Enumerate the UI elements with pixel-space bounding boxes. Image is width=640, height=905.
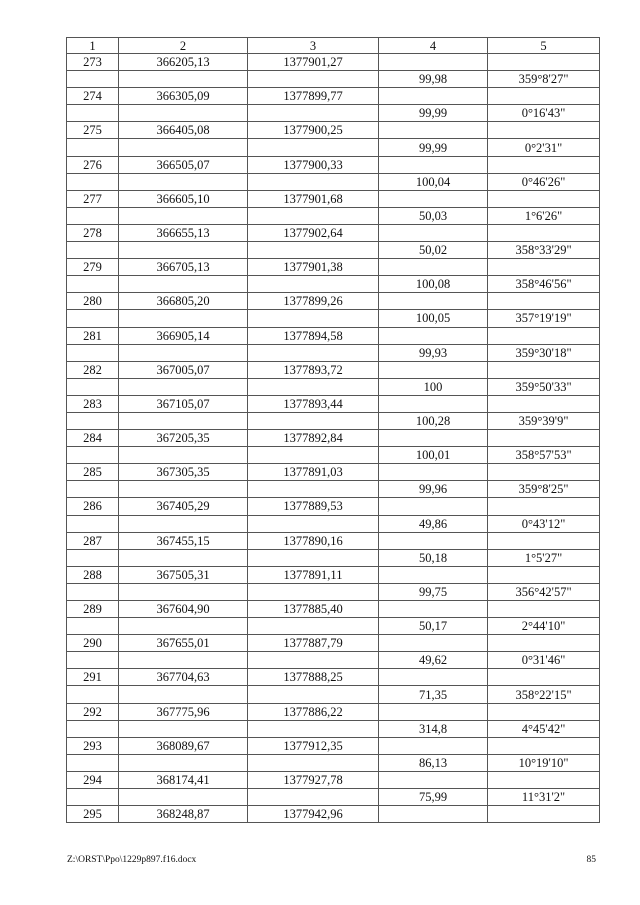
- segment-length: 100,01: [379, 447, 488, 464]
- segment-length: 99,99: [379, 105, 488, 122]
- empty-cell: [488, 327, 600, 344]
- empty-cell: [248, 207, 379, 224]
- segment-length: 314,8: [379, 720, 488, 737]
- point-number: 287: [67, 532, 119, 549]
- point-number: 286: [67, 498, 119, 515]
- point-x: 367005,07: [119, 361, 248, 378]
- point-row: [67, 669, 600, 686]
- point-x: 366655,13: [119, 224, 248, 241]
- point-y: 1377885,40: [248, 601, 379, 618]
- point-number: 277: [67, 190, 119, 207]
- segment-angle: 2°44'10": [488, 618, 600, 635]
- empty-cell: [67, 652, 119, 669]
- point-x: 366805,20: [119, 293, 248, 310]
- segment-row: [67, 549, 600, 566]
- point-x: 367604,90: [119, 601, 248, 618]
- empty-cell: [488, 122, 600, 139]
- empty-cell: [488, 54, 600, 71]
- empty-cell: [248, 652, 379, 669]
- segment-row: [67, 71, 600, 88]
- point-number: 274: [67, 88, 119, 105]
- segment-angle: 358°22'15": [488, 686, 600, 703]
- empty-cell: [248, 412, 379, 429]
- empty-cell: [379, 737, 488, 754]
- point-row: [67, 703, 600, 720]
- segment-length: 50,02: [379, 242, 488, 259]
- point-x: 366505,07: [119, 156, 248, 173]
- empty-cell: [119, 139, 248, 156]
- point-x: 367505,31: [119, 566, 248, 583]
- empty-cell: [119, 618, 248, 635]
- empty-cell: [379, 566, 488, 583]
- empty-cell: [379, 293, 488, 310]
- segment-row: [67, 242, 600, 259]
- empty-cell: [248, 720, 379, 737]
- empty-cell: [67, 515, 119, 532]
- empty-cell: [248, 549, 379, 566]
- point-y: 1377899,77: [248, 88, 379, 105]
- point-y: 1377886,22: [248, 703, 379, 720]
- empty-cell: [248, 105, 379, 122]
- point-x: 367704,63: [119, 669, 248, 686]
- point-number: 284: [67, 430, 119, 447]
- point-x: 367655,01: [119, 635, 248, 652]
- point-y: 1377927,78: [248, 771, 379, 788]
- point-row: [67, 327, 600, 344]
- point-y: 1377890,16: [248, 532, 379, 549]
- point-y: 1377893,72: [248, 361, 379, 378]
- empty-cell: [119, 71, 248, 88]
- empty-cell: [488, 635, 600, 652]
- point-y: 1377901,38: [248, 259, 379, 276]
- segment-length: 50,18: [379, 549, 488, 566]
- point-x: 367305,35: [119, 464, 248, 481]
- empty-cell: [67, 344, 119, 361]
- empty-cell: [488, 566, 600, 583]
- empty-cell: [488, 806, 600, 823]
- empty-cell: [119, 378, 248, 395]
- empty-cell: [488, 737, 600, 754]
- segment-row: [67, 481, 600, 498]
- point-row: [67, 259, 600, 276]
- empty-cell: [379, 464, 488, 481]
- header-cell: 5: [488, 38, 600, 54]
- point-number: 285: [67, 464, 119, 481]
- empty-cell: [488, 532, 600, 549]
- footer-file-path: Z:\ORST\Ppo\1229p897.f16.docx: [67, 855, 197, 865]
- empty-cell: [119, 720, 248, 737]
- empty-cell: [379, 601, 488, 618]
- header-cell: 4: [379, 38, 488, 54]
- point-row: [67, 224, 600, 241]
- point-x: 366405,08: [119, 122, 248, 139]
- empty-cell: [248, 242, 379, 259]
- point-x: 367775,96: [119, 703, 248, 720]
- segment-angle: 358°46'56": [488, 276, 600, 293]
- empty-cell: [488, 464, 600, 481]
- empty-cell: [379, 395, 488, 412]
- point-y: 1377900,25: [248, 122, 379, 139]
- empty-cell: [67, 310, 119, 327]
- point-x: 366905,14: [119, 327, 248, 344]
- segment-angle: 0°2'31": [488, 139, 600, 156]
- point-number: 279: [67, 259, 119, 276]
- segment-length: 99,96: [379, 481, 488, 498]
- segment-row: [67, 652, 600, 669]
- segment-angle: 1°6'26": [488, 207, 600, 224]
- segment-row: [67, 344, 600, 361]
- empty-cell: [67, 549, 119, 566]
- segment-row: [67, 754, 600, 771]
- segment-length: 49,86: [379, 515, 488, 532]
- empty-cell: [119, 105, 248, 122]
- empty-cell: [119, 242, 248, 259]
- point-row: [67, 395, 600, 412]
- empty-cell: [488, 395, 600, 412]
- empty-cell: [488, 156, 600, 173]
- point-y: 1377887,79: [248, 635, 379, 652]
- point-x: 366705,13: [119, 259, 248, 276]
- segment-row: [67, 720, 600, 737]
- segment-angle: 0°43'12": [488, 515, 600, 532]
- point-row: [67, 498, 600, 515]
- segment-length: 99,98: [379, 71, 488, 88]
- segment-length: 50,17: [379, 618, 488, 635]
- header-cell: 2: [119, 38, 248, 54]
- empty-cell: [488, 703, 600, 720]
- point-row: [67, 156, 600, 173]
- empty-cell: [488, 224, 600, 241]
- segment-angle: 0°46'26": [488, 173, 600, 190]
- point-row: [67, 430, 600, 447]
- empty-cell: [67, 447, 119, 464]
- empty-cell: [248, 310, 379, 327]
- point-y: 1377893,44: [248, 395, 379, 412]
- empty-cell: [119, 754, 248, 771]
- point-number: 293: [67, 737, 119, 754]
- empty-cell: [379, 669, 488, 686]
- point-x: 367105,07: [119, 395, 248, 412]
- point-row: [67, 737, 600, 754]
- point-number: 275: [67, 122, 119, 139]
- empty-cell: [67, 173, 119, 190]
- segment-angle: 359°8'25": [488, 481, 600, 498]
- empty-cell: [248, 173, 379, 190]
- empty-cell: [248, 754, 379, 771]
- point-number: 295: [67, 806, 119, 823]
- point-x: 368089,67: [119, 737, 248, 754]
- point-number: 281: [67, 327, 119, 344]
- point-row: [67, 532, 600, 549]
- empty-cell: [488, 361, 600, 378]
- empty-cell: [119, 344, 248, 361]
- empty-cell: [67, 242, 119, 259]
- segment-length: 49,62: [379, 652, 488, 669]
- empty-cell: [67, 276, 119, 293]
- segment-row: [67, 618, 600, 635]
- point-y: 1377901,68: [248, 190, 379, 207]
- empty-cell: [248, 789, 379, 806]
- point-row: [67, 54, 600, 71]
- point-number: 278: [67, 224, 119, 241]
- empty-cell: [488, 430, 600, 447]
- empty-cell: [119, 412, 248, 429]
- segment-angle: 359°30'18": [488, 344, 600, 361]
- empty-cell: [119, 207, 248, 224]
- empty-cell: [119, 789, 248, 806]
- header-cell: 1: [67, 38, 119, 54]
- segment-angle: 0°31'46": [488, 652, 600, 669]
- point-y: 1377901,27: [248, 54, 379, 71]
- segment-length: 100,28: [379, 412, 488, 429]
- empty-cell: [67, 105, 119, 122]
- point-y: 1377899,26: [248, 293, 379, 310]
- segment-angle: 359°50'33": [488, 378, 600, 395]
- point-row: [67, 566, 600, 583]
- empty-cell: [379, 635, 488, 652]
- empty-cell: [119, 652, 248, 669]
- segment-angle: 1°5'27": [488, 549, 600, 566]
- point-row: [67, 635, 600, 652]
- segment-length: 100: [379, 378, 488, 395]
- empty-cell: [379, 498, 488, 515]
- segment-row: [67, 105, 600, 122]
- empty-cell: [379, 122, 488, 139]
- segment-row: [67, 515, 600, 532]
- empty-cell: [248, 447, 379, 464]
- empty-cell: [67, 686, 119, 703]
- point-number: 280: [67, 293, 119, 310]
- segment-row: [67, 173, 600, 190]
- point-y: 1377891,11: [248, 566, 379, 583]
- segment-length: 71,35: [379, 686, 488, 703]
- empty-cell: [67, 207, 119, 224]
- empty-cell: [379, 259, 488, 276]
- point-y: 1377892,84: [248, 430, 379, 447]
- empty-cell: [488, 190, 600, 207]
- segment-length: 100,04: [379, 173, 488, 190]
- empty-cell: [379, 88, 488, 105]
- segment-row: [67, 789, 600, 806]
- point-number: 276: [67, 156, 119, 173]
- empty-cell: [119, 276, 248, 293]
- segment-angle: 358°57'53": [488, 447, 600, 464]
- point-x: 367405,29: [119, 498, 248, 515]
- empty-cell: [488, 771, 600, 788]
- segment-length: 100,08: [379, 276, 488, 293]
- empty-cell: [67, 378, 119, 395]
- point-x: 368174,41: [119, 771, 248, 788]
- point-x: 366205,13: [119, 54, 248, 71]
- empty-cell: [488, 259, 600, 276]
- empty-cell: [67, 754, 119, 771]
- empty-cell: [119, 515, 248, 532]
- empty-cell: [379, 806, 488, 823]
- empty-cell: [67, 139, 119, 156]
- empty-cell: [67, 412, 119, 429]
- point-y: 1377891,03: [248, 464, 379, 481]
- empty-cell: [119, 447, 248, 464]
- empty-cell: [379, 771, 488, 788]
- point-row: [67, 601, 600, 618]
- empty-cell: [379, 532, 488, 549]
- empty-cell: [248, 139, 379, 156]
- point-row: [67, 771, 600, 788]
- empty-cell: [248, 344, 379, 361]
- point-x: 366605,10: [119, 190, 248, 207]
- segment-angle: 358°33'29": [488, 242, 600, 259]
- point-y: 1377902,64: [248, 224, 379, 241]
- point-number: 288: [67, 566, 119, 583]
- empty-cell: [379, 156, 488, 173]
- segment-row: [67, 583, 600, 600]
- segment-angle: 356°42'57": [488, 583, 600, 600]
- point-row: [67, 361, 600, 378]
- header-row: [67, 38, 600, 54]
- empty-cell: [119, 583, 248, 600]
- empty-cell: [248, 481, 379, 498]
- empty-cell: [379, 54, 488, 71]
- point-row: [67, 122, 600, 139]
- coordinates-table: [66, 37, 600, 823]
- empty-cell: [488, 293, 600, 310]
- empty-cell: [248, 378, 379, 395]
- segment-length: 100,05: [379, 310, 488, 327]
- segment-length: 75,99: [379, 789, 488, 806]
- segment-angle: 4°45'42": [488, 720, 600, 737]
- point-x: 367455,15: [119, 532, 248, 549]
- segment-row: [67, 378, 600, 395]
- header-cell: 3: [248, 38, 379, 54]
- point-y: 1377894,58: [248, 327, 379, 344]
- empty-cell: [119, 310, 248, 327]
- empty-cell: [379, 327, 488, 344]
- empty-cell: [248, 583, 379, 600]
- empty-cell: [248, 686, 379, 703]
- segment-row: [67, 686, 600, 703]
- empty-cell: [379, 361, 488, 378]
- segment-length: 86,13: [379, 754, 488, 771]
- segment-angle: 357°19'19": [488, 310, 600, 327]
- empty-cell: [67, 720, 119, 737]
- footer-page-number: 85: [586, 855, 596, 865]
- empty-cell: [248, 71, 379, 88]
- empty-cell: [67, 789, 119, 806]
- point-number: 294: [67, 771, 119, 788]
- segment-row: [67, 276, 600, 293]
- segment-angle: 359°8'27": [488, 71, 600, 88]
- segment-length: 50,03: [379, 207, 488, 224]
- point-row: [67, 293, 600, 310]
- point-number: 273: [67, 54, 119, 71]
- point-x: 367205,35: [119, 430, 248, 447]
- point-y: 1377912,35: [248, 737, 379, 754]
- empty-cell: [248, 515, 379, 532]
- empty-cell: [67, 618, 119, 635]
- segment-length: 99,75: [379, 583, 488, 600]
- segment-length: 99,93: [379, 344, 488, 361]
- empty-cell: [248, 276, 379, 293]
- point-number: 282: [67, 361, 119, 378]
- empty-cell: [67, 583, 119, 600]
- empty-cell: [248, 618, 379, 635]
- segment-row: [67, 139, 600, 156]
- point-number: 291: [67, 669, 119, 686]
- point-y: 1377942,96: [248, 806, 379, 823]
- point-row: [67, 806, 600, 823]
- empty-cell: [119, 481, 248, 498]
- point-row: [67, 88, 600, 105]
- empty-cell: [379, 430, 488, 447]
- point-y: 1377900,33: [248, 156, 379, 173]
- empty-cell: [488, 88, 600, 105]
- point-number: 283: [67, 395, 119, 412]
- point-number: 289: [67, 601, 119, 618]
- empty-cell: [119, 173, 248, 190]
- empty-cell: [67, 481, 119, 498]
- empty-cell: [379, 190, 488, 207]
- point-row: [67, 190, 600, 207]
- segment-angle: 0°16'43": [488, 105, 600, 122]
- empty-cell: [67, 71, 119, 88]
- empty-cell: [119, 686, 248, 703]
- segment-row: [67, 310, 600, 327]
- segment-angle: 11°31'2": [488, 789, 600, 806]
- point-number: 290: [67, 635, 119, 652]
- empty-cell: [488, 669, 600, 686]
- segment-row: [67, 447, 600, 464]
- segment-angle: 359°39'9": [488, 412, 600, 429]
- segment-length: 99,99: [379, 139, 488, 156]
- point-x: 368248,87: [119, 806, 248, 823]
- empty-cell: [379, 703, 488, 720]
- segment-row: [67, 207, 600, 224]
- point-y: 1377889,53: [248, 498, 379, 515]
- empty-cell: [119, 549, 248, 566]
- empty-cell: [488, 601, 600, 618]
- segment-angle: 10°19'10": [488, 754, 600, 771]
- point-row: [67, 464, 600, 481]
- empty-cell: [379, 224, 488, 241]
- point-x: 366305,09: [119, 88, 248, 105]
- empty-cell: [488, 498, 600, 515]
- point-number: 292: [67, 703, 119, 720]
- point-y: 1377888,25: [248, 669, 379, 686]
- segment-row: [67, 412, 600, 429]
